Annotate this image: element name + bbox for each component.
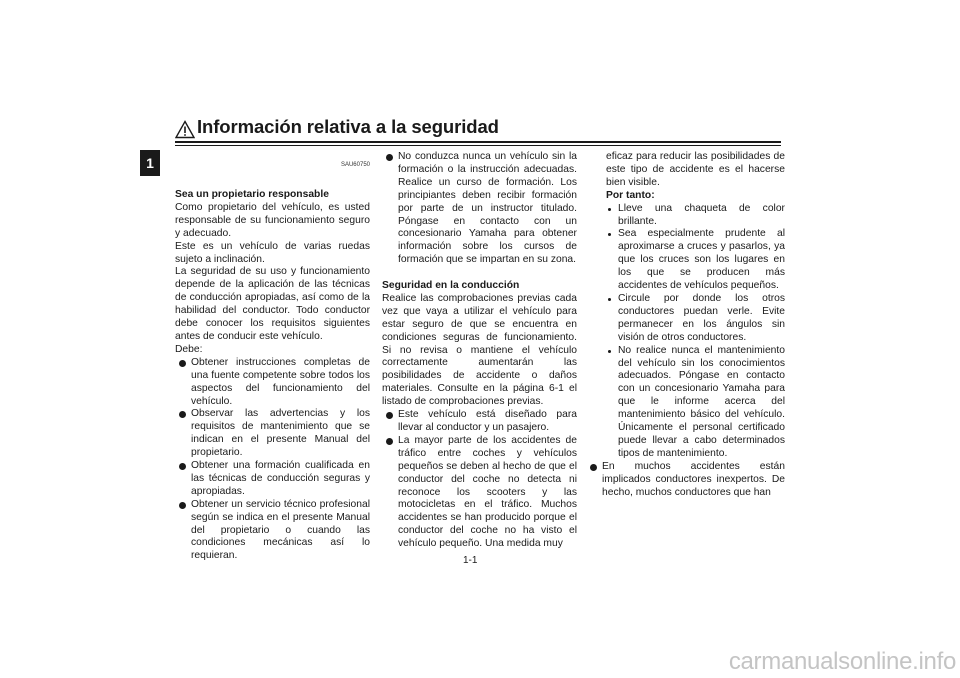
small-bullet-icon <box>608 208 611 211</box>
small-bullet-icon <box>608 350 611 353</box>
bullet-icon <box>386 438 393 445</box>
page-header <box>175 116 781 144</box>
sub-bullet-item: Sea especialmente prudente al aproximarse a cruces y pasarlos, ya que los cruces son los lugares en los que se producen más accidentes de vehículos pequeños. <box>606 228 785 293</box>
bullet-item: Obtener un servicio técnico profesional según se indica en el presente Manual del propietario o cuando las condiciones mecánicas así lo requieran. <box>175 499 370 564</box>
column-3 <box>590 151 785 499</box>
paragraph: Este es un vehículo de varias ruedas sujeto a inclinación. <box>175 240 370 265</box>
bullet-item: No conduzca nunca un vehículo sin la formación o la instrucción adecuadas. Realice un curso de formación. Los principiantes deben recibir formación por parte de un instructor titulado. Póngase en contacto con un concesionario Yamaha para obtener información sobre los cursos de formación que se impartan en su zona. <box>382 151 577 267</box>
sub-bullet-item: No realice nunca el mantenimiento del vehículo sin los conocimientos adecuados. Póngase en contacto con un concesionario Yamaha para que le informe acerca del mantenimiento básico del vehículo. Únicamente el personal certificado puede llevar a cabo determinados tipos de mantenimiento. <box>606 345 785 461</box>
paragraph-continued: eficaz para reducir las posibilidades de este tipo de accidente es el hacerse bien visible. <box>606 151 785 188</box>
paragraph: Realice las comprobaciones previas cada vez que vaya a utilizar el vehículo para estar seguro de que se encuentra en condiciones seguras de funcionamiento. Si no revisa o mantiene el vehículo correctamente aumentarán las posibilidades de accidente o daños materiales. Consulte en la página 6-1 el listado de comprobaciones previas. <box>382 292 577 408</box>
bullet-item: Obtener una formación cualificada en las técnicas de conducción seguras y apropiadas. <box>175 460 370 499</box>
bullet-icon <box>386 154 393 161</box>
bullet-icon <box>179 360 186 367</box>
small-bullet-icon <box>608 233 611 236</box>
bullet-icon <box>179 463 186 470</box>
page-number: 1-1 <box>463 555 478 566</box>
header-rule <box>175 141 781 143</box>
page-title: Información relativa a la seguridad <box>197 116 499 137</box>
paragraph: Como propietario del vehículo, es usted responsable de su funcionamiento seguro y adecuado. <box>175 201 370 239</box>
warning-triangle-icon <box>175 120 195 139</box>
bullet-item: Observar las advertencias y los requisitos de mantenimiento que se indican en el presente Manual del propietario. <box>175 408 370 460</box>
bullet-icon <box>386 412 393 419</box>
section-heading: Sea un propietario responsable <box>175 189 329 200</box>
header-rule-thin <box>175 145 781 146</box>
section-code: SAU60750 <box>340 162 370 168</box>
label-por-tanto: Por tanto: <box>606 189 655 201</box>
chapter-tab: 1 <box>140 150 160 176</box>
bullet-icon <box>590 464 597 471</box>
bullet-item: En muchos accidentes están implicados conductores inexpertos. De hecho, muchos conductores que han <box>590 461 785 500</box>
sub-bullet-item: Lleve una chaqueta de color brillante. <box>606 203 785 229</box>
paragraph: La seguridad de su uso y funcionamiento depende de la aplicación de las técnicas de conducción apropiadas, así como de la habilidad del conductor. Todo conductor debe conocer los requisitos siguientes antes de conducir este vehículo. <box>175 266 370 342</box>
bullet-item: La mayor parte de los accidentes de tráfico entre coches y vehículos pequeños se deben al hecho de que el conductor del coche no detecta ni reconoce los scooters y las motocicletas en el tráfico. Muchos accidentes se han producido porque el conductor del coche no ha visto el vehículo pequeño. Una medida muy <box>382 435 577 551</box>
bullet-item: Este vehículo está diseñado para llevar al conductor y un pasajero. <box>382 409 577 435</box>
section-heading: Seguridad en la conducción <box>382 280 520 292</box>
watermark: carmanualsonline.info <box>728 648 956 675</box>
bullet-icon <box>179 502 186 509</box>
bullet-item: Obtener instrucciones completas de una fuente competente sobre todos los aspectos del funcionamiento del vehículo. <box>175 357 370 409</box>
column-2 <box>382 151 577 551</box>
paragraph: Debe: <box>175 343 203 355</box>
small-bullet-icon <box>608 298 611 301</box>
column-1 <box>175 161 370 563</box>
sub-bullet-item: Circule por donde los otros conductores puedan verle. Evite permanecer en los ángulos sin visión de otros conductores. <box>606 293 785 345</box>
bullet-icon <box>179 411 186 418</box>
